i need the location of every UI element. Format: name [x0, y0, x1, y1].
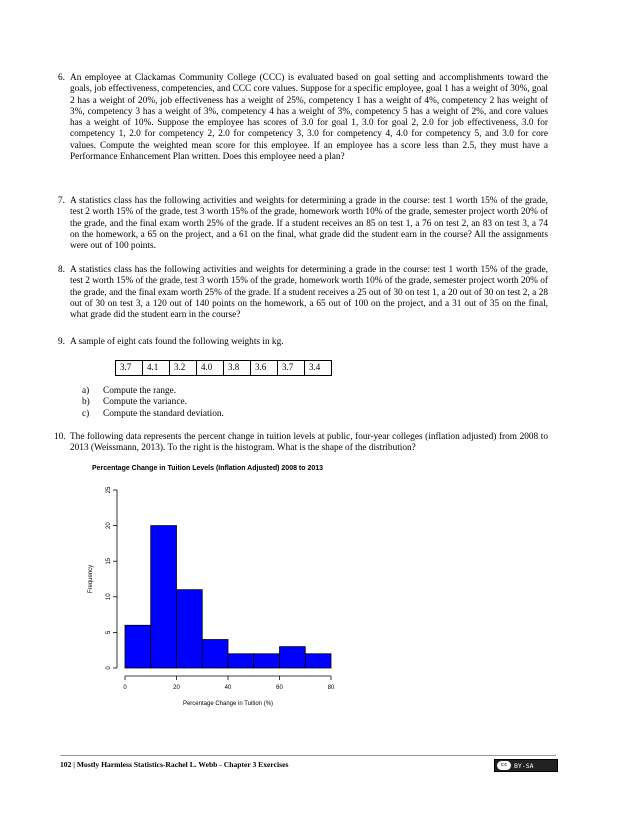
problem-9	[58, 337, 548, 420]
problem-number: 7.	[58, 196, 65, 206]
histogram-bar	[305, 654, 331, 668]
x-tick-label: 60	[276, 685, 283, 691]
histogram-bar	[228, 654, 254, 668]
x-tick-label: 80	[327, 685, 335, 691]
problem-number: 6.	[58, 73, 65, 83]
x-axis-label: Percentage Change in Tuition (%)	[182, 701, 274, 707]
list-item	[82, 397, 548, 409]
histogram-bar	[254, 654, 280, 668]
sub-text: Compute the range.	[103, 385, 177, 396]
license-label: BY-SA	[514, 761, 534, 770]
cc-license-badge	[494, 759, 558, 772]
table-cell: 3.4	[305, 361, 332, 375]
problem-7	[58, 196, 548, 252]
histogram-bar	[280, 647, 306, 668]
x-tick-label: 40	[224, 685, 232, 691]
x-tick-label: 20	[173, 685, 180, 691]
problem-8	[58, 265, 548, 321]
y-tick-label: 20	[106, 522, 112, 529]
table-cell: 4.1	[143, 361, 170, 375]
y-tick-label: 5	[106, 630, 112, 635]
footer-divider	[60, 755, 556, 756]
y-tick-label: 15	[106, 557, 112, 565]
problem-6	[58, 73, 548, 163]
table-cell: 3.6	[251, 361, 278, 375]
histogram-bar	[202, 640, 228, 668]
problem-text: A statistics class has the following activities and weights for determining a grade in the course: test 1 worth 15% of the grade, test 2 worth 15% of the grade, test 3 worth 15% of the grade, homework worth 10% of the grade, semester project worth 20% of the grade, and the final exam worth 25% of the grade. If a student receives a 25 out of 30 on test 1, a 20 out of 30 on test 2, a 28 out of 30 on test 3, a 120 out of 140 points on the homework, a 65 out of 100 on the project, and a 31 out of 35 on the final, what grade did the student earn in the course?	[70, 265, 548, 321]
list-item	[82, 386, 548, 398]
table-cell: 3.7	[116, 361, 143, 375]
table-cell: 3.2	[170, 361, 197, 375]
problem-number: 8.	[58, 265, 65, 275]
sub-label: c)	[82, 408, 90, 419]
sub-label: b)	[82, 397, 90, 408]
x-tick-label: 0	[123, 685, 127, 691]
problem-number: 10.	[54, 432, 66, 442]
problem-number: 9.	[58, 337, 65, 347]
problem-text: An employee at Clackamas Community College (CCC) is evaluated based on goal setting and accomplishments toward the goals, job effectiveness, competencies, and CCC core values. Suppose for a specific employee, goal 1 has a weight of 30%, goal 2 has a weight of 20%, job effectiveness has a weight of 25%, competency 1 has a weight of 4%, competency 2 has weight of 3%, competency 3 has a weight of 3%, competency 4 has a weight of 3%, competency 5 has a weight of 2%, and core values has a weight of 10%. Suppose the employee has scores of 3.0 for goal 1, 3.0 for goal 2, 2.0 for job effectiveness, 3.0 for competency 1, 2.0 for competency 2, 2.0 for competency 3, 3.0 for competency 4, 4.0 for competency 5, and 3.0 for core values. Compute the weighted mean score for this employee. If an employee has a score less than 2.5, they must have a Performance Enhancement Plan written. Does this employee need a plan?	[70, 73, 548, 163]
list-item	[82, 409, 548, 421]
sub-questions	[82, 386, 548, 421]
chart-title: Percentage Change in Tuition Levels (Inflation Adjusted) 2008 to 2013	[92, 465, 324, 472]
weights-table	[115, 360, 332, 375]
y-tick-label: 0	[106, 666, 112, 670]
y-tick-label: 25	[106, 486, 112, 494]
histogram-bar	[177, 590, 203, 668]
problem-10	[54, 432, 548, 455]
sub-text: Compute the standard deviation.	[103, 408, 224, 419]
histogram-bar	[125, 625, 151, 668]
histogram-bar	[151, 526, 177, 668]
table-row	[116, 361, 332, 375]
sub-text: Compute the variance.	[103, 397, 187, 408]
problem-text: A sample of eight cats found the following weights in kg.	[70, 337, 284, 347]
problem-text: A statistics class has the following activities and weights for determining a grade in the course: test 1 worth 15% of the grade, test 2 worth 15% of the grade, test 3 worth 15% of the grade, homework worth 10% of the grade, semester project worth 20% of the grade, and the final exam worth 25% of the grade. If a student receives an 85 on test 1, a 76 on test 2, an 83 on test 3, a 74 on the homework, a 65 on the project, and a 61 on the final, what grade did the student earn in the course? All the assignments were out of 100 points.	[70, 196, 548, 252]
table-cell: 4.0	[197, 361, 224, 375]
table-cell: 3.7	[278, 361, 305, 375]
table-cell: 3.8	[224, 361, 251, 375]
footer-text: 102 | Mostly Harmless Statistics-Rachel L. Webb - Chapter 3 Exercises	[60, 760, 289, 769]
y-tick-label: 10	[106, 593, 112, 601]
y-axis-label: Frequency	[88, 564, 94, 594]
problem-text: The following data represents the percent change in tuition levels at public, four-year colleges (inflation adjusted) from 2008 to 2013 (Weissmann, 2013). To the right is the histogram. What is the shape of the distribution?	[70, 432, 548, 454]
sub-label: a)	[82, 385, 90, 396]
histogram-chart	[80, 478, 360, 713]
cc-icon: cc	[497, 761, 511, 770]
